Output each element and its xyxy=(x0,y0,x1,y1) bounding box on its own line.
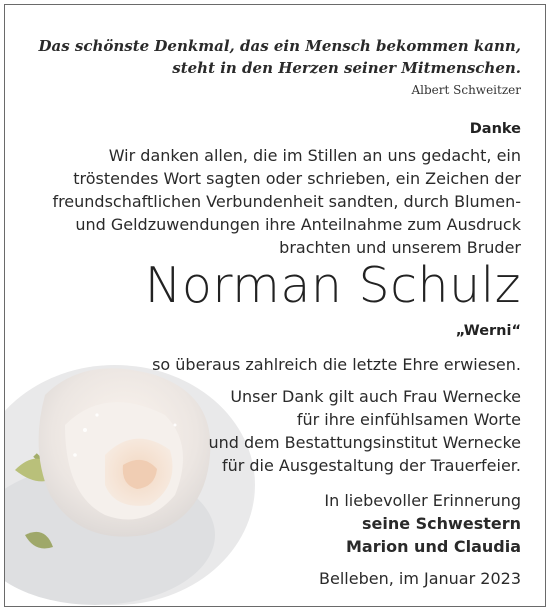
special-thanks-line-1: Unser Dank gilt auch Frau Wernecke xyxy=(230,387,521,406)
closing-intro: In liebevoller Erinnerung xyxy=(324,491,521,510)
place-and-date: Belleben, im Januar 2023 xyxy=(319,569,521,588)
special-thanks-line-3: und dem Bestattungsinstitut Wernecke xyxy=(208,433,521,452)
thank-you-paragraph: Wir danken allen, die im Stillen an uns gedacht, ein tröstendes Wort sagten oder schrieben, ein Zeichen der freundschaftlichen Verbundenheit sandten, durch Blumen- und Geldzuwendungen ihre Anteilnahme zum Ausdruck brachten und unserem Bruder xyxy=(52,146,521,257)
quote-author: Albert Schweitzer xyxy=(411,83,521,97)
quote xyxy=(38,35,521,79)
closing-signers-1: seine Schwestern xyxy=(361,514,521,533)
honor-paragraph: so überaus zahlreich die letzte Ehre erwiesen. xyxy=(152,355,521,374)
special-thanks-paragraph xyxy=(191,385,521,477)
special-thanks-line-4: für die Ausgestaltung der Trauerfeier. xyxy=(221,456,521,475)
deceased-nickname: „Werni“ xyxy=(455,323,521,339)
special-thanks-line-2: für ihre einfühlsamen Worte xyxy=(296,410,521,429)
closing xyxy=(324,489,521,558)
heading: Danke xyxy=(469,121,521,137)
quote-line-1: Das schönste Denkmal, das ein Mensch bekommen kann, xyxy=(38,37,521,55)
quote-line-2: steht in den Herzen seiner Mitmenschen. xyxy=(172,59,521,77)
obituary-thank-you-notice xyxy=(4,4,546,607)
closing-signers-2: Marion und Claudia xyxy=(346,537,521,556)
deceased-name: Norman Schulz xyxy=(144,257,521,314)
